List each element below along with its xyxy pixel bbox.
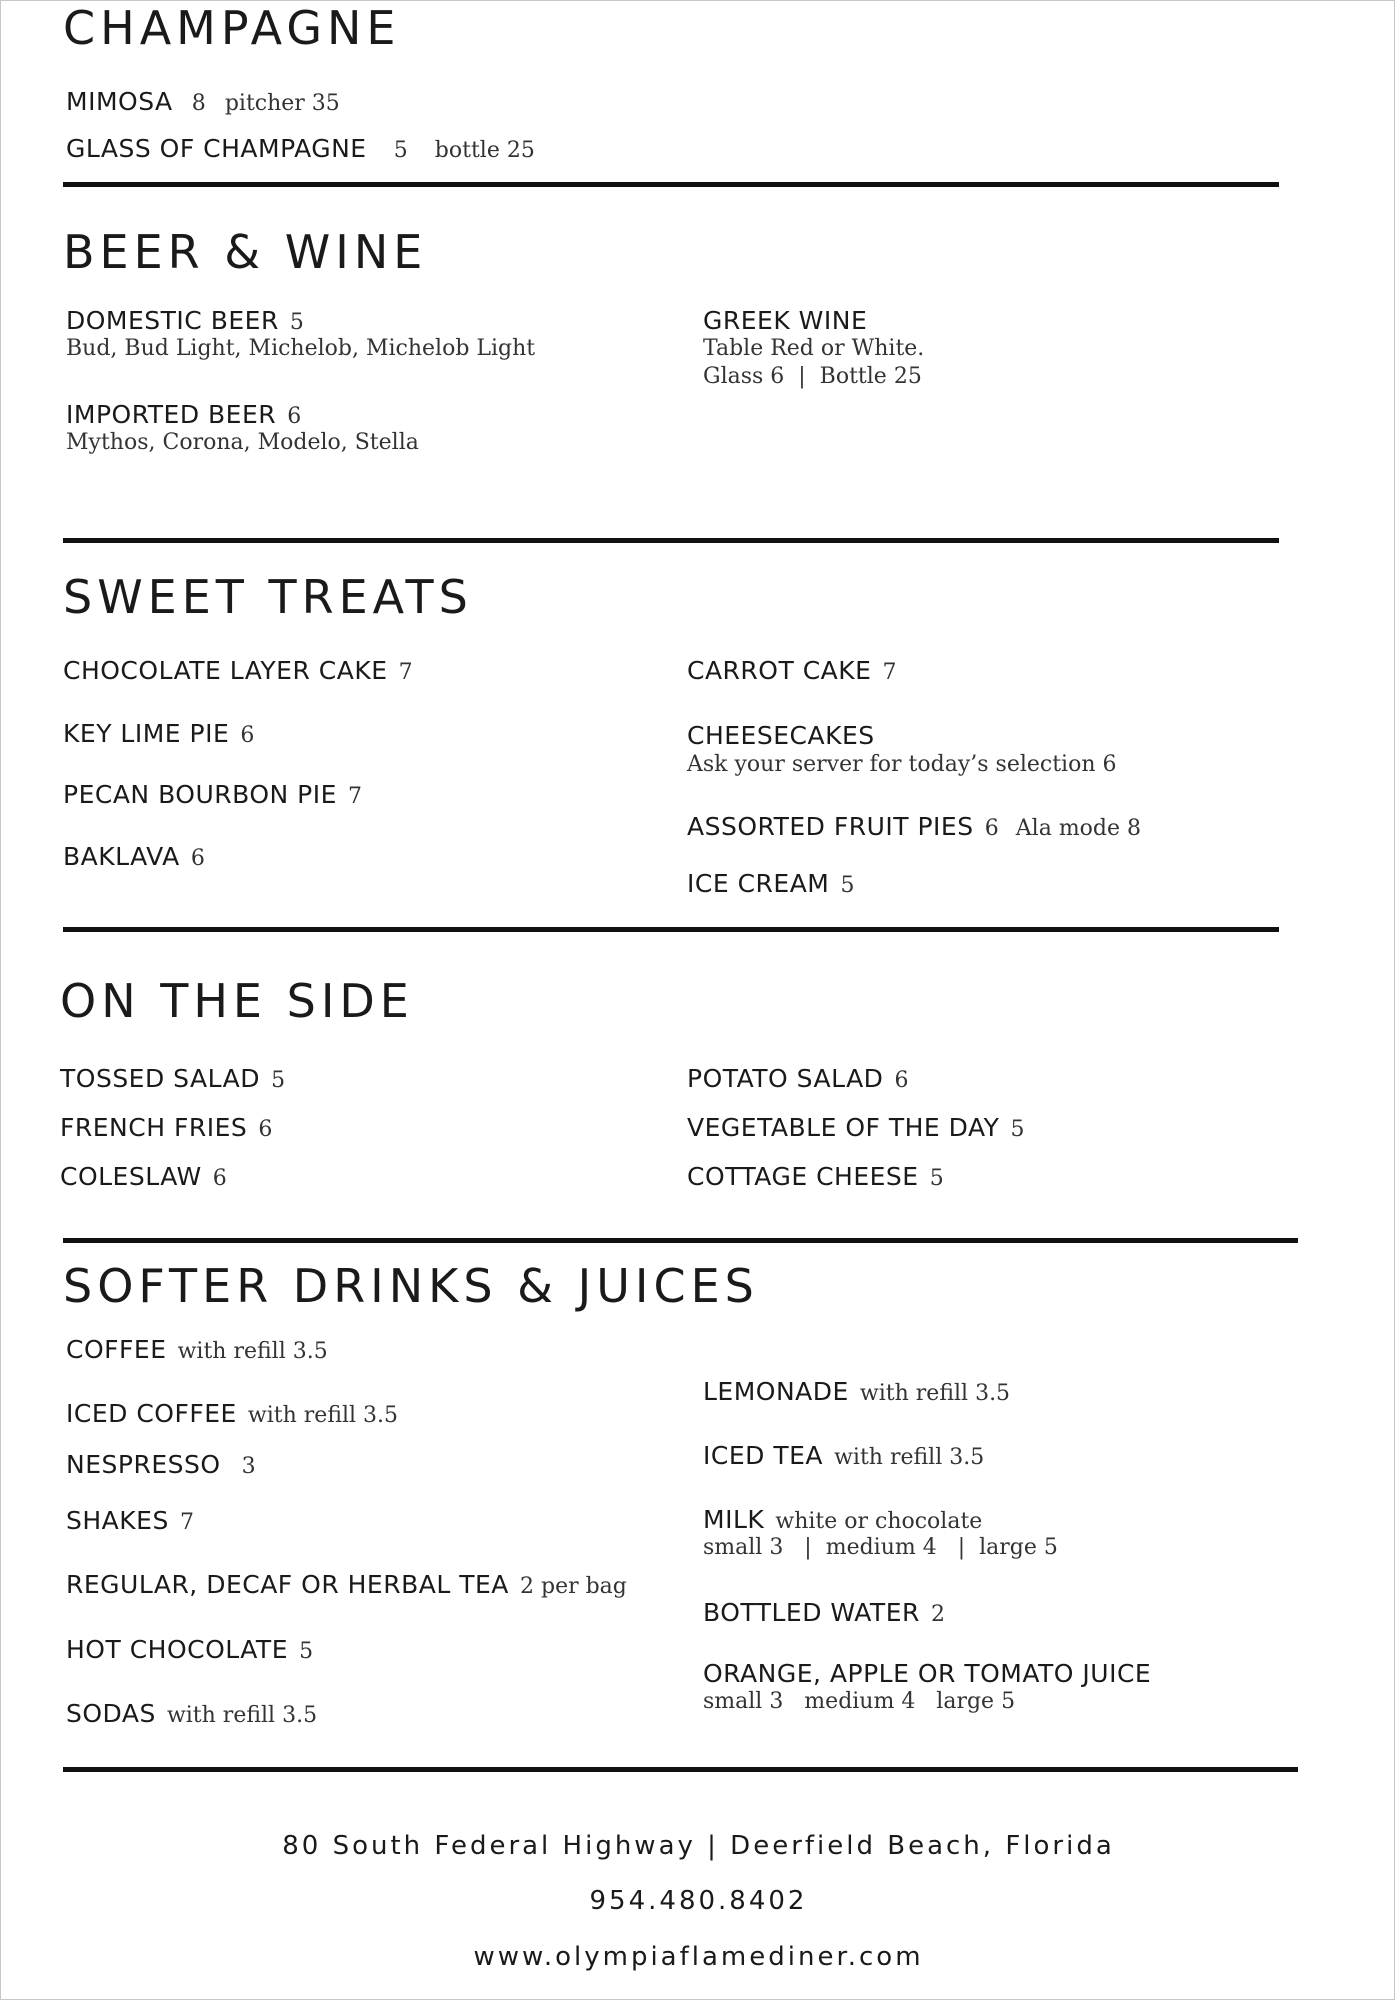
item-price: 6 <box>984 816 999 841</box>
item-price: 8 <box>191 91 206 116</box>
item-price: 6 <box>894 1068 909 1093</box>
item-name: ICE CREAM <box>687 869 830 898</box>
item-description: Mythos, Corona, Modelo, Stella <box>66 430 419 455</box>
item-note: 2 per bag <box>520 1574 627 1599</box>
item-name: ORANGE, APPLE OR TOMATO JUICE <box>703 1659 1152 1688</box>
menu-item-iced-coffee <box>66 1401 398 1427</box>
section-title-champagne: CHAMPAGNE <box>63 1 401 55</box>
section-title-softer-drinks: SOFTER DRINKS & JUICES <box>63 1259 759 1313</box>
item-sizes: small 3 medium 4 large 5 <box>703 1689 1016 1714</box>
item-price: 7 <box>398 660 413 685</box>
menu-item-shakes <box>66 1508 194 1534</box>
menu-item-carrot-cake <box>687 658 897 684</box>
section-divider <box>63 538 1279 543</box>
item-price: 7 <box>348 784 363 809</box>
menu-item-nespresso <box>66 1452 256 1478</box>
item-description: Bud, Bud Light, Michelob, Michelob Light <box>66 336 536 361</box>
item-name: GREEK WINE <box>703 306 868 335</box>
item-name: MIMOSA <box>66 87 173 116</box>
item-price: 5 <box>289 310 304 335</box>
item-name: ICED COFFEE <box>66 1399 237 1428</box>
menu-item-domestic-beer <box>66 308 304 334</box>
item-name: LEMONADE <box>703 1377 849 1406</box>
section-divider <box>63 927 1279 932</box>
item-name: IMPORTED BEER <box>66 400 277 429</box>
menu-item-pecan-bourbon-pie <box>63 782 362 808</box>
section-title-on-the-side: ON THE SIDE <box>60 974 414 1028</box>
item-name: COLESLAW <box>60 1162 202 1191</box>
menu-item-imported-beer <box>66 402 301 428</box>
item-name: FRENCH FRIES <box>60 1113 248 1142</box>
section-divider <box>63 182 1279 187</box>
menu-item-chocolate-layer-cake <box>63 658 413 684</box>
menu-item-coleslaw <box>60 1164 227 1190</box>
item-name: VEGETABLE OF THE DAY <box>687 1113 1000 1142</box>
item-note: white or chocolate <box>775 1509 983 1534</box>
item-price: 6 <box>240 723 255 748</box>
menu-item-assorted-fruit-pies <box>687 814 1141 840</box>
item-price: 6 <box>212 1166 227 1191</box>
menu-item-juice <box>703 1661 1151 1686</box>
item-price: 2 <box>930 1602 945 1627</box>
item-name: BOTTLED WATER <box>703 1598 920 1627</box>
footer-phone: 954.480.8402 <box>589 1886 808 1916</box>
item-name: COTTAGE CHEESE <box>687 1162 919 1191</box>
footer-address: 80 South Federal Highway | Deerfield Beach, Florida <box>282 1831 1115 1861</box>
item-name: CHEESECAKES <box>687 721 875 750</box>
item-description: Table Red or White. <box>703 336 925 361</box>
menu-item-glass-of-champagne <box>66 136 535 162</box>
item-sizes: small 3 | medium 4 | large 5 <box>703 1535 1058 1560</box>
menu-item-vegetable-of-the-day <box>687 1115 1024 1141</box>
item-name: CARROT CAKE <box>687 656 872 685</box>
menu-item-potato-salad <box>687 1066 909 1092</box>
item-price: 5 <box>299 1639 314 1664</box>
item-note: with refill 3.5 <box>834 1445 985 1470</box>
menu-item-bottled-water <box>703 1600 945 1626</box>
item-name: BAKLAVA <box>63 842 180 871</box>
menu-item-baklava <box>63 844 205 870</box>
item-note: with refill 3.5 <box>859 1381 1011 1406</box>
menu-item-milk <box>703 1507 982 1533</box>
item-name: TOSSED SALAD <box>60 1064 260 1093</box>
menu-item-french-fries <box>60 1115 272 1141</box>
menu-item-hot-chocolate <box>66 1637 313 1663</box>
menu-item-key-lime-pie <box>63 721 254 747</box>
item-note: with refill 3.5 <box>247 1403 399 1428</box>
item-price: 5 <box>393 138 408 163</box>
item-price: 6 <box>258 1117 273 1142</box>
item-price: 6 <box>190 846 205 871</box>
item-name: PECAN BOURBON PIE <box>63 780 337 809</box>
item-name: ASSORTED FRUIT PIES <box>687 812 974 841</box>
item-note: with refill 3.5 <box>166 1703 318 1728</box>
item-name: ICED TEA <box>703 1441 823 1470</box>
item-price: 5 <box>929 1166 944 1191</box>
item-price: 5 <box>840 873 855 898</box>
menu-item-sodas <box>66 1701 317 1727</box>
section-divider <box>63 1238 1298 1243</box>
item-name: KEY LIME PIE <box>63 719 230 748</box>
section-divider <box>63 1767 1298 1772</box>
item-price: 6 <box>287 404 302 429</box>
menu-item-lemonade <box>703 1379 1010 1405</box>
item-note: with refill 3.5 <box>177 1339 328 1364</box>
item-price: 5 <box>1010 1117 1025 1142</box>
menu-item-cottage-cheese <box>687 1164 944 1190</box>
item-name: GLASS OF CHAMPAGNE <box>66 134 367 163</box>
item-name: DOMESTIC BEER <box>66 306 279 335</box>
item-price: 5 <box>271 1068 286 1093</box>
menu-item-ice-cream <box>687 871 854 897</box>
item-name: NESPRESSO <box>66 1450 221 1479</box>
menu-item-tea <box>66 1572 627 1598</box>
item-name: SODAS <box>66 1699 156 1728</box>
section-title-beer-wine: BEER & WINE <box>63 225 428 279</box>
item-name: CHOCOLATE LAYER CAKE <box>63 656 388 685</box>
item-extra: bottle 25 <box>434 138 535 163</box>
item-name: SHAKES <box>66 1506 169 1535</box>
item-price: 7 <box>179 1510 194 1535</box>
menu-item-coffee <box>66 1337 328 1363</box>
item-name: COFFEE <box>66 1335 167 1364</box>
item-extra: pitcher 35 <box>224 91 340 116</box>
menu-item-iced-tea <box>703 1443 984 1469</box>
item-description: Glass 6 | Bottle 25 <box>703 364 922 389</box>
item-price: 3 <box>241 1454 256 1479</box>
item-name: MILK <box>703 1505 765 1534</box>
item-name: REGULAR, DECAF OR HERBAL TEA <box>66 1570 509 1599</box>
section-title-sweet-treats: SWEET TREATS <box>63 570 473 624</box>
footer-website: www.olympiaflamediner.com <box>473 1942 924 1972</box>
item-name: POTATO SALAD <box>687 1064 884 1093</box>
menu-item-tossed-salad <box>60 1066 285 1092</box>
item-name: HOT CHOCOLATE <box>66 1635 288 1664</box>
menu-item-mimosa <box>66 89 340 115</box>
item-price: 7 <box>882 660 897 685</box>
menu-item-cheesecakes <box>687 723 875 748</box>
item-description: Ask your server for today’s selection 6 <box>687 752 1117 777</box>
menu-item-greek-wine <box>703 308 867 333</box>
item-extra: Ala mode 8 <box>1015 816 1142 841</box>
